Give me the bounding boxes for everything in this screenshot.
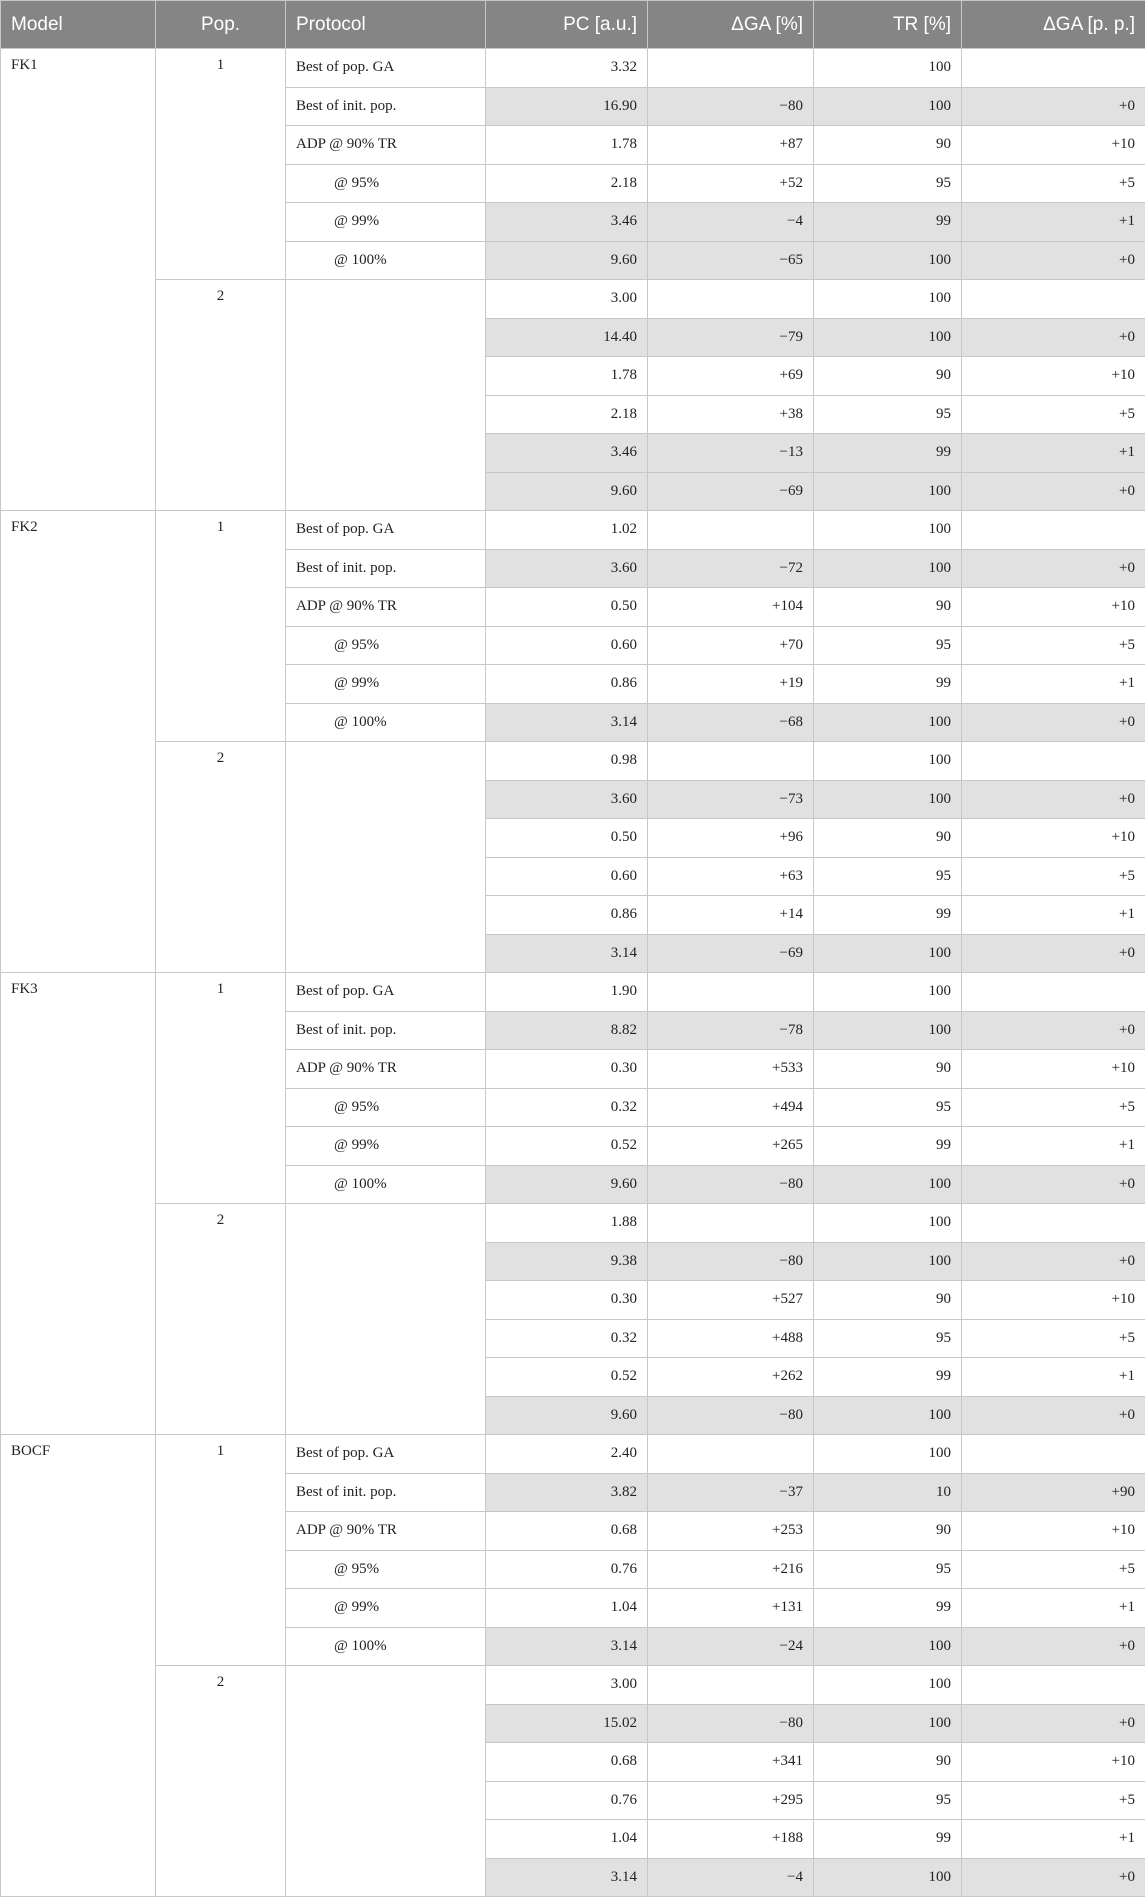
protocol-cell: @ 99% [286,1127,486,1166]
dga-pct-cell: −4 [648,203,814,242]
dga-pct-cell: −80 [648,1165,814,1204]
dga-pct-cell: −72 [648,549,814,588]
pop-cell: 1 [156,511,286,742]
pop-cell: 2 [156,742,286,973]
pc-cell: 16.90 [486,87,648,126]
protocol-cell: Best of init. pop. [286,1473,486,1512]
pc-cell: 0.52 [486,1127,648,1166]
tr-cell: 100 [814,703,962,742]
header-dga-pct: ΔGA [%] [648,1,814,49]
protocol-cell: Best of pop. GA [286,511,486,550]
pop-cell: 1 [156,49,286,280]
dga-pp-cell: +5 [962,1550,1145,1589]
dga-pp-cell: +5 [962,1088,1145,1127]
pc-cell: 3.14 [486,703,648,742]
dga-pct-cell: +131 [648,1589,814,1628]
pc-cell: 2.40 [486,1435,648,1474]
pc-cell: 3.14 [486,1858,648,1897]
tr-cell: 99 [814,1358,962,1397]
pop-cell: 2 [156,280,286,511]
dga-pp-cell [962,742,1145,781]
tr-cell: 99 [814,1820,962,1859]
tr-cell: 100 [814,1242,962,1281]
pc-cell: 0.32 [486,1319,648,1358]
pc-cell: 3.82 [486,1473,648,1512]
dga-pp-cell: +5 [962,1319,1145,1358]
dga-pp-cell [962,1666,1145,1705]
dga-pct-cell: +295 [648,1781,814,1820]
pc-cell: 3.46 [486,434,648,473]
pc-cell: 3.14 [486,934,648,973]
tr-cell: 100 [814,49,962,88]
tr-cell: 95 [814,1088,962,1127]
pc-cell: 2.18 [486,164,648,203]
dga-pct-cell: +87 [648,126,814,165]
table-row [1,1435,1145,1474]
pc-cell: 3.46 [486,203,648,242]
protocol-cell: @ 95% [286,626,486,665]
dga-pct-cell: +69 [648,357,814,396]
tr-cell: 100 [814,1666,962,1705]
pop-cell: 1 [156,1435,286,1666]
dga-pp-cell: +10 [962,1281,1145,1320]
dga-pp-cell: +10 [962,1050,1145,1089]
table-row [1,49,1145,88]
dga-pct-cell [648,1435,814,1474]
dga-pp-cell: +0 [962,1396,1145,1435]
tr-cell: 90 [814,1512,962,1551]
dga-pct-cell [648,280,814,319]
pc-cell: 1.02 [486,511,648,550]
table-row [1,973,1145,1012]
pc-cell: 0.30 [486,1050,648,1089]
pc-cell: 0.60 [486,857,648,896]
dga-pp-cell: +5 [962,626,1145,665]
dga-pct-cell: +52 [648,164,814,203]
protocol-cell [286,280,486,511]
tr-cell: 100 [814,1396,962,1435]
tr-cell: 95 [814,857,962,896]
dga-pp-cell: +0 [962,549,1145,588]
pc-cell: 0.76 [486,1550,648,1589]
tr-cell: 99 [814,1127,962,1166]
tr-cell: 95 [814,1781,962,1820]
tr-cell: 100 [814,280,962,319]
dga-pct-cell: +96 [648,819,814,858]
dga-pct-cell: +494 [648,1088,814,1127]
dga-pp-cell [962,49,1145,88]
dga-pct-cell: +488 [648,1319,814,1358]
protocol-cell: ADP @ 90% TR [286,1512,486,1551]
pc-cell: 0.68 [486,1743,648,1782]
tr-cell: 100 [814,87,962,126]
pc-cell: 0.60 [486,626,648,665]
tr-cell: 90 [814,588,962,627]
dga-pp-cell: +0 [962,1011,1145,1050]
dga-pct-cell: +216 [648,1550,814,1589]
header-row [1,1,1145,49]
dga-pct-cell: −37 [648,1473,814,1512]
header-model: Model [1,1,156,49]
dga-pp-cell: +1 [962,1127,1145,1166]
dga-pp-cell: +0 [962,934,1145,973]
header-pop: Pop. [156,1,286,49]
pc-cell: 15.02 [486,1704,648,1743]
tr-cell: 95 [814,164,962,203]
pc-cell: 3.00 [486,1666,648,1705]
dga-pp-cell: +1 [962,434,1145,473]
dga-pp-cell: +0 [962,472,1145,511]
dga-pct-cell [648,973,814,1012]
dga-pct-cell: −80 [648,1396,814,1435]
dga-pp-cell: +10 [962,1743,1145,1782]
protocol-cell [286,742,486,973]
dga-pct-cell: +533 [648,1050,814,1089]
table-body [1,49,1145,1897]
table-row [1,1204,1145,1243]
protocol-cell: @ 95% [286,1550,486,1589]
dga-pct-cell [648,1666,814,1705]
tr-cell: 100 [814,1858,962,1897]
tr-cell: 100 [814,742,962,781]
dga-pp-cell [962,511,1145,550]
pc-cell: 0.52 [486,1358,648,1397]
header-protocol: Protocol [286,1,486,49]
table-row [1,280,1145,319]
protocol-cell: ADP @ 90% TR [286,588,486,627]
protocol-cell: @ 99% [286,1589,486,1628]
dga-pct-cell: −80 [648,1704,814,1743]
tr-cell: 100 [814,472,962,511]
protocol-cell: Best of init. pop. [286,549,486,588]
tr-cell: 100 [814,1435,962,1474]
dga-pp-cell: +0 [962,241,1145,280]
header-pc: PC [a.u.] [486,1,648,49]
pc-cell: 3.60 [486,780,648,819]
dga-pp-cell: +0 [962,1704,1145,1743]
pc-cell: 0.68 [486,1512,648,1551]
protocol-cell: ADP @ 90% TR [286,1050,486,1089]
header-tr: TR [%] [814,1,962,49]
pc-cell: 3.14 [486,1627,648,1666]
model-cell: FK2 [1,511,156,973]
dga-pct-cell: +63 [648,857,814,896]
tr-cell: 100 [814,1011,962,1050]
dga-pp-cell: +1 [962,896,1145,935]
model-cell: FK1 [1,49,156,511]
pc-cell: 0.86 [486,896,648,935]
tr-cell: 90 [814,126,962,165]
pc-cell: 3.32 [486,49,648,88]
dga-pct-cell: −65 [648,241,814,280]
dga-pct-cell: +253 [648,1512,814,1551]
protocol-cell: @ 100% [286,703,486,742]
tr-cell: 10 [814,1473,962,1512]
dga-pct-cell: −4 [648,1858,814,1897]
dga-pp-cell: +0 [962,318,1145,357]
dga-pct-cell [648,1204,814,1243]
pc-cell: 0.50 [486,588,648,627]
dga-pp-cell: +5 [962,857,1145,896]
pc-cell: 1.04 [486,1820,648,1859]
pc-cell: 1.90 [486,973,648,1012]
pc-cell: 8.82 [486,1011,648,1050]
dga-pp-cell: +1 [962,1820,1145,1859]
dga-pct-cell: +341 [648,1743,814,1782]
pc-cell: 9.60 [486,472,648,511]
tr-cell: 90 [814,1281,962,1320]
pc-cell: 0.98 [486,742,648,781]
protocol-cell: @ 100% [286,241,486,280]
dga-pp-cell: +1 [962,1358,1145,1397]
protocol-cell: ADP @ 90% TR [286,126,486,165]
protocol-cell: @ 95% [286,164,486,203]
dga-pct-cell: −68 [648,703,814,742]
protocol-cell: @ 100% [286,1627,486,1666]
tr-cell: 90 [814,357,962,396]
pop-cell: 2 [156,1666,286,1897]
dga-pp-cell [962,973,1145,1012]
tr-cell: 100 [814,318,962,357]
pc-cell: 0.86 [486,665,648,704]
dga-pct-cell: +38 [648,395,814,434]
dga-pct-cell: −80 [648,87,814,126]
dga-pp-cell: +10 [962,126,1145,165]
dga-pp-cell: +1 [962,203,1145,242]
tr-cell: 95 [814,395,962,434]
dga-pct-cell [648,511,814,550]
dga-pp-cell: +0 [962,1627,1145,1666]
pc-cell: 3.60 [486,549,648,588]
dga-pp-cell: +5 [962,1781,1145,1820]
tr-cell: 100 [814,1627,962,1666]
dga-pct-cell: −80 [648,1242,814,1281]
protocol-cell: @ 99% [286,665,486,704]
pc-cell: 1.78 [486,126,648,165]
protocol-cell: Best of pop. GA [286,973,486,1012]
dga-pp-cell [962,280,1145,319]
pc-cell: 9.60 [486,1165,648,1204]
dga-pct-cell: +265 [648,1127,814,1166]
tr-cell: 99 [814,1589,962,1628]
tr-cell: 100 [814,1204,962,1243]
dga-pp-cell: +0 [962,1858,1145,1897]
pop-cell: 1 [156,973,286,1204]
dga-pct-cell: −73 [648,780,814,819]
dga-pct-cell: −13 [648,434,814,473]
dga-pp-cell: +5 [962,164,1145,203]
dga-pct-cell: +188 [648,1820,814,1859]
dga-pct-cell: +19 [648,665,814,704]
table-row [1,511,1145,550]
table-header [1,1,1145,49]
tr-cell: 99 [814,203,962,242]
tr-cell: 90 [814,819,962,858]
dga-pp-cell: +10 [962,588,1145,627]
dga-pct-cell: −78 [648,1011,814,1050]
dga-pp-cell: +90 [962,1473,1145,1512]
dga-pct-cell: +262 [648,1358,814,1397]
dga-pp-cell: +10 [962,819,1145,858]
protocol-cell: Best of pop. GA [286,49,486,88]
protocol-cell: @ 99% [286,203,486,242]
protocol-cell: Best of init. pop. [286,87,486,126]
dga-pp-cell: +10 [962,1512,1145,1551]
tr-cell: 99 [814,665,962,704]
tr-cell: 95 [814,1319,962,1358]
dga-pp-cell [962,1204,1145,1243]
dga-pct-cell: −79 [648,318,814,357]
pc-cell: 0.76 [486,1781,648,1820]
tr-cell: 90 [814,1050,962,1089]
protocol-cell: Best of init. pop. [286,1011,486,1050]
pc-cell: 9.60 [486,241,648,280]
dga-pct-cell: +14 [648,896,814,935]
protocol-cell: @ 95% [286,1088,486,1127]
dga-pct-cell: +104 [648,588,814,627]
dga-pct-cell: −69 [648,472,814,511]
tr-cell: 99 [814,896,962,935]
pc-cell: 1.04 [486,1589,648,1628]
dga-pp-cell: +1 [962,1589,1145,1628]
pc-cell: 9.38 [486,1242,648,1281]
pc-cell: 0.50 [486,819,648,858]
tr-cell: 100 [814,241,962,280]
pc-cell: 0.32 [486,1088,648,1127]
dga-pp-cell: +0 [962,1165,1145,1204]
pop-cell: 2 [156,1204,286,1435]
pc-cell: 0.30 [486,1281,648,1320]
pc-cell: 3.00 [486,280,648,319]
dga-pct-cell: +70 [648,626,814,665]
protocol-cell [286,1666,486,1897]
dga-pp-cell: +0 [962,703,1145,742]
tr-cell: 100 [814,511,962,550]
tr-cell: 100 [814,973,962,1012]
pc-cell: 1.78 [486,357,648,396]
dga-pp-cell: +5 [962,395,1145,434]
dga-pp-cell: +0 [962,87,1145,126]
tr-cell: 95 [814,626,962,665]
dga-pct-cell: +527 [648,1281,814,1320]
header-dga-pp: ΔGA [p. p.] [962,1,1145,49]
dga-pct-cell: −24 [648,1627,814,1666]
model-cell: FK3 [1,973,156,1435]
tr-cell: 100 [814,1165,962,1204]
dga-pct-cell [648,742,814,781]
tr-cell: 90 [814,1743,962,1782]
pc-cell: 9.60 [486,1396,648,1435]
pc-cell: 2.18 [486,395,648,434]
tr-cell: 95 [814,1550,962,1589]
dga-pct-cell [648,49,814,88]
dga-pp-cell: +10 [962,357,1145,396]
dga-pp-cell [962,1435,1145,1474]
protocol-cell: @ 100% [286,1165,486,1204]
dga-pct-cell: −69 [648,934,814,973]
tr-cell: 100 [814,934,962,973]
dga-pp-cell: +0 [962,1242,1145,1281]
table-row [1,742,1145,781]
dga-pp-cell: +0 [962,780,1145,819]
tr-cell: 100 [814,1704,962,1743]
pc-cell: 14.40 [486,318,648,357]
protocol-cell [286,1204,486,1435]
tr-cell: 100 [814,549,962,588]
pc-cell: 1.88 [486,1204,648,1243]
dga-pp-cell: +1 [962,665,1145,704]
tr-cell: 100 [814,780,962,819]
table-row [1,1666,1145,1705]
tr-cell: 99 [814,434,962,473]
model-cell: BOCF [1,1435,156,1897]
protocol-cell: Best of pop. GA [286,1435,486,1474]
